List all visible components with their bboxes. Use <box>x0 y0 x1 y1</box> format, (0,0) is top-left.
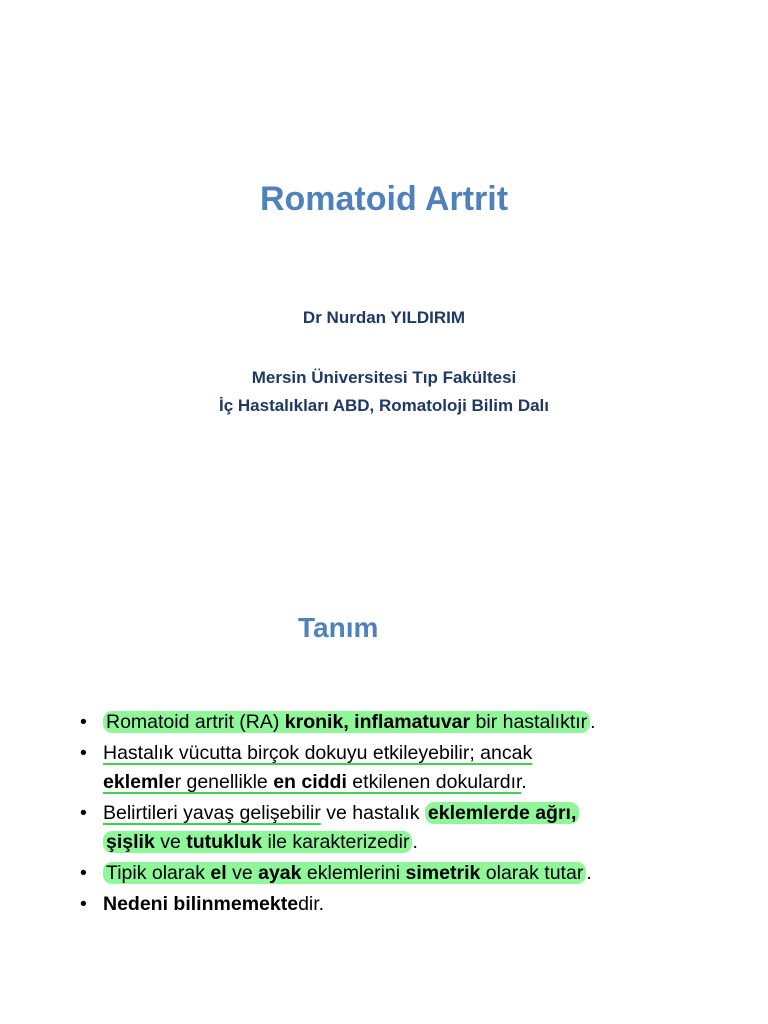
bullet-item-4: • Tipik olarak el ve ayak eklemlerini simetrik olarak tutar . <box>80 859 700 888</box>
highlight-3a: eklemlerde ağrı, şişlik ve tutukluk ile karakterizedir <box>103 802 579 853</box>
affiliation-line-2: İç Hastalıkları ABD, Romatoloji Bilim Dalı <box>218 396 549 415</box>
underline-2: Hastalık vücutta birçok dokuyu etkileyebilir; ancak eklemler genellikle en ciddi etkilenen dokulardır <box>103 742 533 793</box>
slide-title: Romatoid Artrit <box>259 180 509 218</box>
highlight-4: Tipik olarak el ve ayak eklemlerini simetrik olarak tutar <box>103 862 586 884</box>
definition-bullet-list <box>80 708 700 921</box>
affiliation-line-1: Mersin Üniversitesi Tıp Fakültesi <box>251 368 517 387</box>
affiliation <box>0 364 768 420</box>
section-title: Tanım <box>298 612 379 643</box>
bullet-item-5: • Nedeni bilinmemektedir. <box>80 890 700 919</box>
bullet-item-2: • Hastalık vücutta birçok dokuyu etkileyebilir; ancak eklemler genellikle en ciddi etkilenen dokulardır. <box>80 739 700 797</box>
highlight-1: Romatoid artrit (RA) kronik, inflamatuvar bir hastalıktır <box>103 711 590 733</box>
bullet-item-1: • Romatoid artrit (RA) kronik, inflamatuvar bir hastalıktır . <box>80 708 700 737</box>
author-name: Dr Nurdan YILDIRIM <box>302 308 466 327</box>
bullet-item-3: • Belirtileri yavaş gelişebilir ve hastalık eklemlerde ağrı, şişlik ve tutukluk ile karakterizedir . <box>80 799 700 857</box>
underline-3: Belirtileri yavaş gelişebilir <box>103 802 321 824</box>
